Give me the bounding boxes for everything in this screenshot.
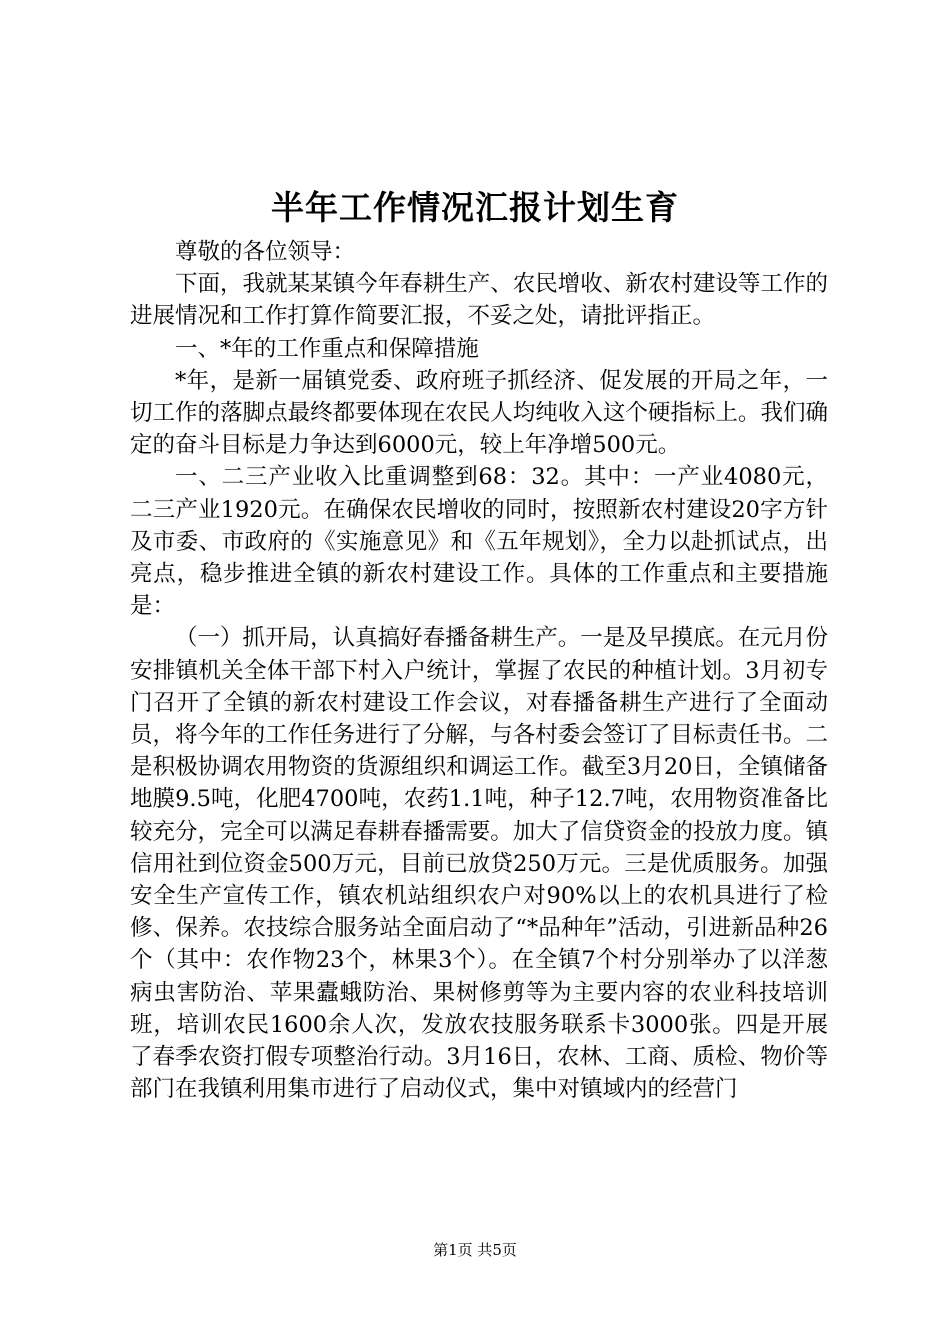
salutation: 尊敬的各位领导：	[175, 239, 356, 265]
spring-farming-paragraph: （一）抓开局，认真搞好春播备耕生产。一是及早摸底。在元月份安排镇机关全体干部下村入户统计，掌握了农民的种植计划。3月初专门召开了全镇的新农村建设工作会议，对春播备耕生产进行了全面动员，将今年的工作任务进行了分解，与各村委会签订了目标责任书。二是积极协调农用物资的货源组织和调运工作。截至3月20日，全镇储备地膜9.5吨，化肥4700吨，农药1.1吨，种子12.7吨，农用物资准备比较充分，完全可以满足春耕春播需要。加大了信贷资金的投放力度。镇信用社到位资金500万元，目前已放贷250万元。三是优质服务。加强安全生产宣传工作，镇农机站组织农户对90%以上的农机具进行了检修、保养。农技综合服务站全面启动了“*品种年”活动，引进新品种26个（其中：农作物23个，林果3个）。在全镇7个村分别举办了以洋葱病虫害防治、苹果蠹蛾防治、果树修剪等为主要内容的农业科技培训班，培训农民1600余人次，发放农技服务联系卡3000张。四是开展了春季农资打假专项整治行动。3月16日，农林、工商、质检、物价等部门在我镇利用集市进行了启动仪式，集中对镇域内的经营门	[130, 625, 828, 1103]
goal-paragraph: *年，是新一届镇党委、政府班子抓经济、促发展的开局之年，一切工作的落脚点最终都要体现在农民人均纯收入这个硬指标上。我们确定的奋斗目标是力争达到6000元，较上年净增500元。	[130, 367, 828, 459]
document-title: 半年工作情况汇报计划生育	[271, 188, 679, 227]
section-heading: 一、*年的工作重点和保障措施	[175, 335, 479, 362]
intro-paragraph: 下面，我就某某镇今年春耕生产、农民增收、新农村建设等工作的进展情况和工作打算作简要汇报，不妥之处，请批评指正。	[130, 271, 828, 330]
industry-paragraph: 一、二三产业收入比重调整到68：32。其中：一产业4080元，二三产业1920元。在确保农民增收的同时，按照新农村建设20字方针及市委、市政府的《实施意见》和《五年规划》，全力以赴抓试点，出亮点，稳步推进全镇的新农村建设工作。具体的工作重点和主要措施是：	[130, 464, 828, 620]
page-footer: 第1页 共5页	[433, 1241, 517, 1259]
document-body	[130, 236, 828, 1105]
